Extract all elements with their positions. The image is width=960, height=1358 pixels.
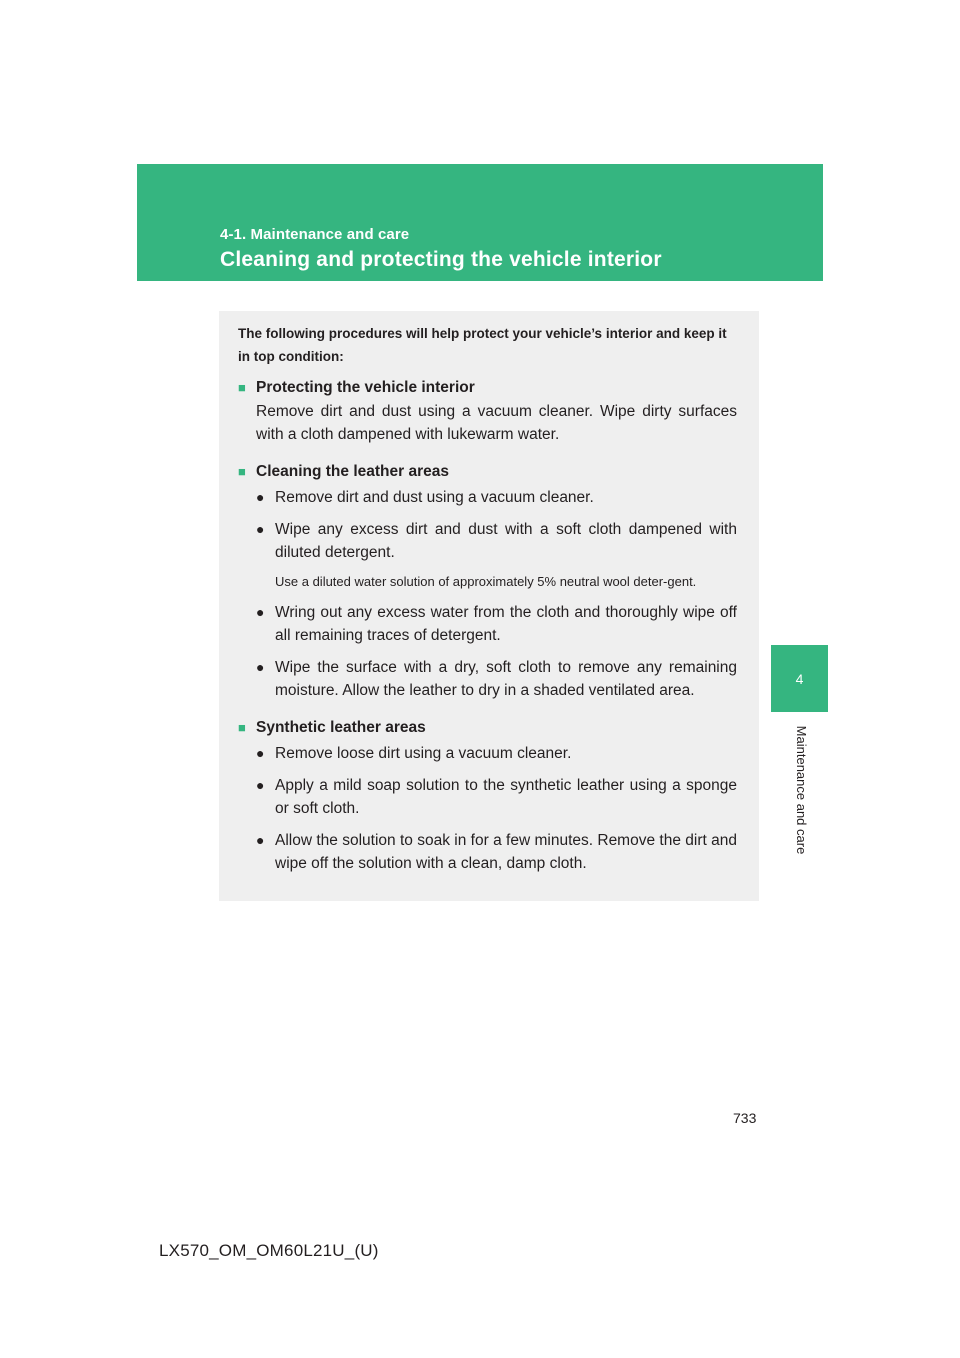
topic-heading-text: Protecting the vehicle interior (256, 379, 475, 396)
list-item (256, 656, 737, 702)
header-band (137, 164, 823, 281)
topic-leather-areas (238, 460, 737, 702)
topic-heading (238, 376, 737, 400)
list-item (256, 601, 737, 647)
chapter-label: Maintenance and care (794, 725, 809, 855)
topic-heading (238, 460, 737, 484)
round-bullet-icon: ● (256, 521, 265, 537)
content-box (219, 311, 759, 901)
page-title: Cleaning and protecting the vehicle interior (220, 248, 662, 271)
list-item (256, 518, 737, 564)
detergent-note: Use a diluted water solution of approximately 5% neutral wool deter-gent. (275, 574, 697, 589)
list-item (256, 486, 737, 509)
topic-heading (238, 716, 737, 740)
topic-heading-text: Synthetic leather areas (256, 719, 426, 736)
square-bullet-icon: ■ (238, 720, 246, 735)
square-bullet-icon: ■ (238, 380, 246, 395)
list-item-text: Remove dirt and dust using a vacuum cleaner. (275, 489, 594, 506)
round-bullet-icon: ● (256, 604, 265, 620)
list-item-text: Wipe any excess dirt and dust with a soft cloth dampened with diluted detergent. (275, 521, 737, 561)
topic-synthetic-leather (238, 716, 737, 875)
list-item-text: Remove loose dirt using a vacuum cleaner. (275, 745, 572, 762)
list-item (256, 829, 737, 875)
round-bullet-icon: ● (256, 489, 265, 505)
list-item (256, 774, 737, 820)
intro-text: The following procedures will help protect your vehicle’s interior and keep it in top condition: (238, 326, 727, 364)
list-item-text: Allow the solution to soak in for a few minutes. Remove the dirt and wipe off the solution with a clean, damp cloth. (275, 832, 737, 872)
list-item-text: Apply a mild soap solution to the synthetic leather using a sponge or soft cloth. (275, 777, 737, 817)
chapter-number: 4 (795, 670, 804, 687)
round-bullet-icon: ● (256, 777, 265, 793)
list-item (256, 742, 737, 765)
round-bullet-icon: ● (256, 832, 265, 848)
document-code: LX570_OM_OM60L21U_(U) (159, 1241, 379, 1260)
topic-heading-text: Cleaning the leather areas (256, 463, 449, 480)
square-bullet-icon: ■ (238, 464, 246, 479)
section-label: 4-1. Maintenance and care (220, 226, 410, 243)
list-item-text: Wring out any excess water from the cloth and thoroughly wipe off all remaining traces of detergent. (275, 604, 737, 644)
list-item-text: Wipe the surface with a dry, soft cloth to remove any remaining moisture. Allow the leather to dry in a shaded ventilated area. (275, 659, 737, 699)
topic-protecting-interior (238, 376, 737, 446)
page-number: 733 (733, 1110, 757, 1126)
round-bullet-icon: ● (256, 745, 265, 761)
topic-body: Remove dirt and dust using a vacuum cleaner. Wipe dirty surfaces with a cloth dampened with lukewarm water. (256, 403, 737, 443)
round-bullet-icon: ● (256, 659, 265, 675)
